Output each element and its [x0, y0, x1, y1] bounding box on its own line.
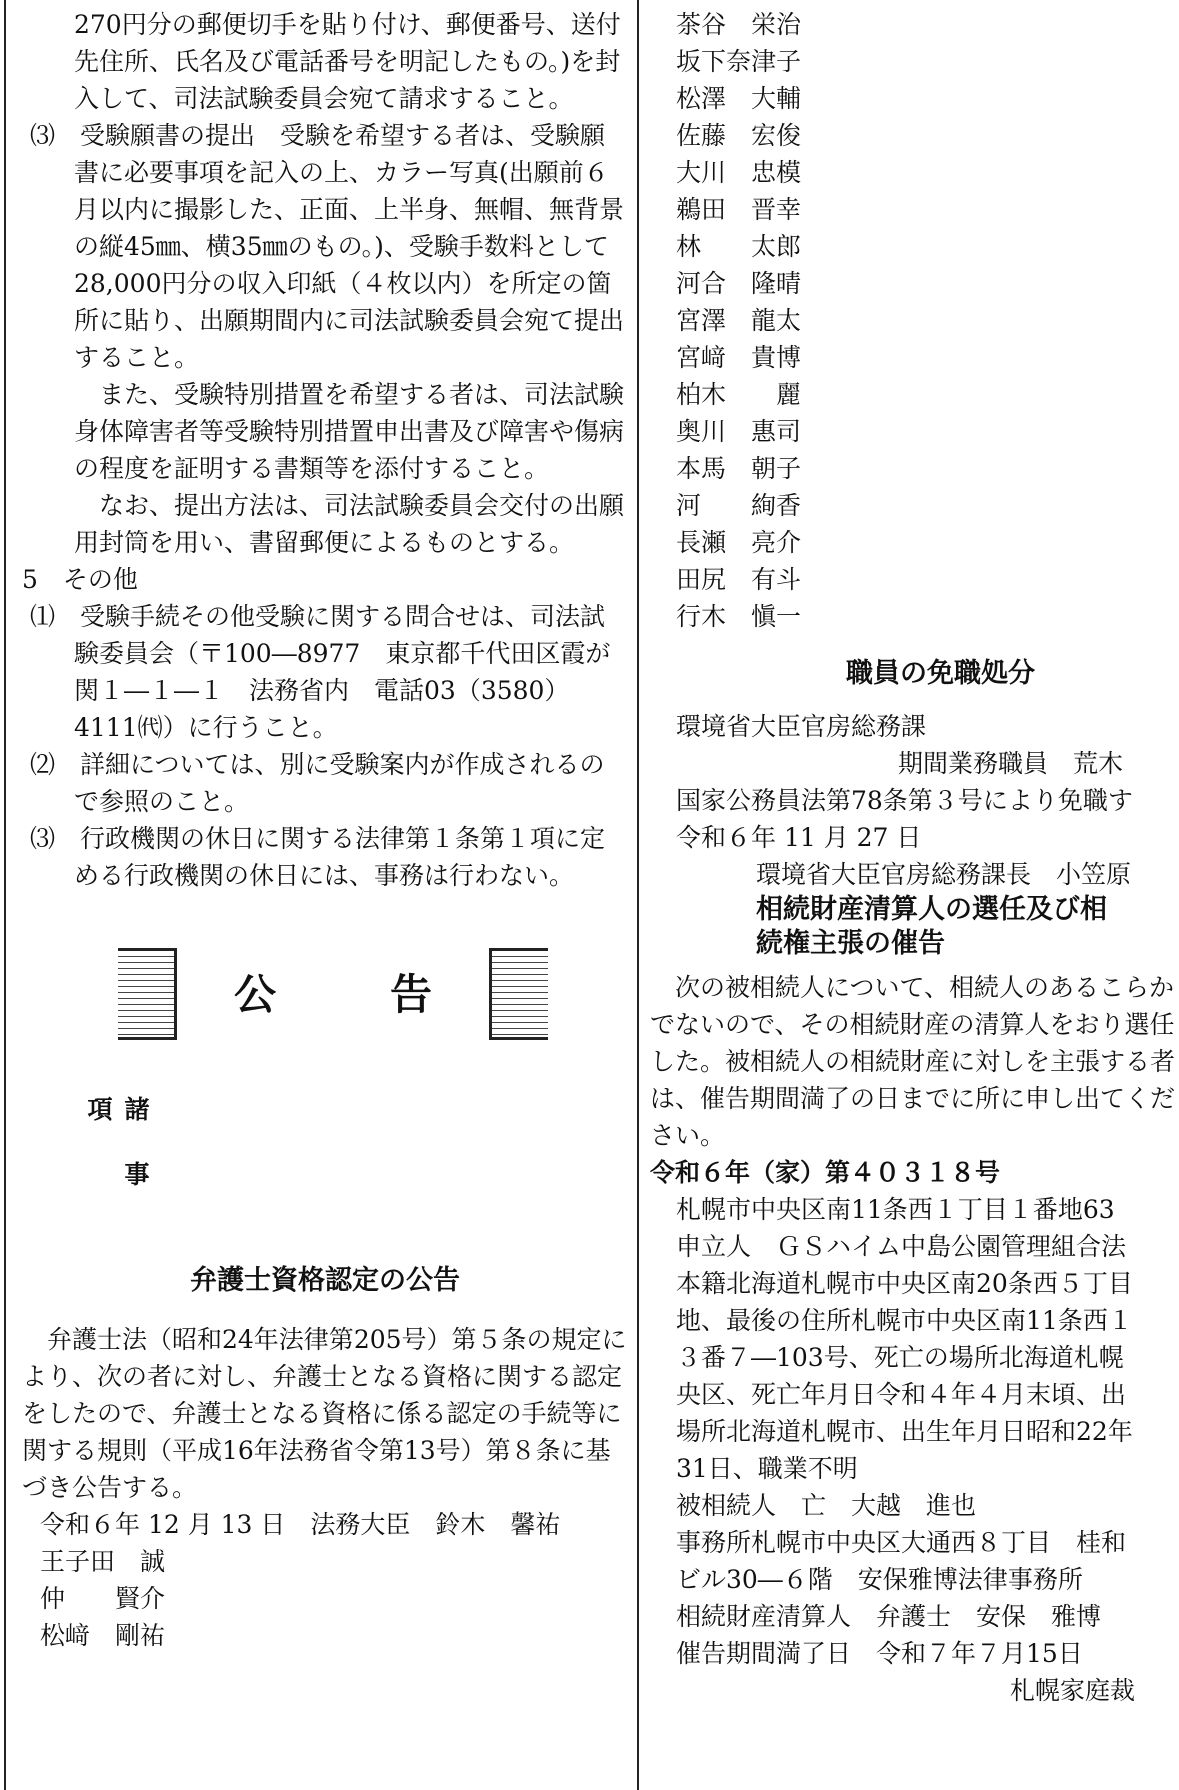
name-entry: 奥川 惠司: [676, 417, 802, 446]
dismissal-title: 職員の免職処分: [846, 658, 1035, 689]
other-details: ⑵ 詳細については、別に受験案内が作成されるので参照のこと。: [30, 750, 605, 816]
name-entry: 林 太郎: [676, 232, 802, 261]
name-entry: 行木 愼一: [676, 602, 802, 631]
name-entry: 宮澤 龍太: [676, 306, 802, 335]
instruction-submission-method: なお、提出方法は、司法試験委員会交付の出願用封筒を用い、書留郵便によるものとする。: [74, 491, 625, 557]
lawyer-notice-body: 弁護士法（昭和24年法律第205号）第５条の規定により、次の者に対し、弁護士となる資格に関する認定をしたので、弁護士となる資格に係る認定の手続等に関する規則（平成16年法務省令第13号）第８条に基づき公告する。: [22, 1325, 627, 1502]
estate-title-line1: 相続財産清算人の選任及び相: [756, 894, 1107, 925]
section-other-heading: 5 その他: [22, 565, 138, 594]
banner-char-right: 告: [389, 969, 432, 1019]
right-column: [650, 0, 1179, 1790]
left-column: [22, 0, 628, 1790]
other-inquiries: ⑴ 受験手続その他受験に関する問合せは、司法試験委員会（〒100―8977 東京都千代田区霞が関１―１―１ 法務省内 電話03（3580）4111㈹）に行うこと。: [30, 602, 611, 742]
name-entry: 王子田 誠: [40, 1547, 166, 1576]
estate-line: 31日、職業不明: [676, 1454, 858, 1483]
column-divider: [637, 0, 639, 1790]
name-entry: 長瀬 亮介: [676, 528, 802, 557]
lawyer-notice: [22, 1262, 628, 1654]
instruction-continued: 270円分の郵便切手を貼り付け、郵便番号、送付先住所、氏名及び電話番号を明記したもの。)を封入して、司法試験委員会宛て請求すること。: [74, 10, 621, 113]
banner-char-left: 公: [233, 969, 276, 1019]
estate-intro: 次の被相続人について、相続人のあるこらかでないので、その相続財産の清算人をおり選任した。被相続人の相続財産に対しを主張する者は、催告期間満了の日までに所に申し出てください。: [650, 973, 1175, 1150]
estate-title-line2: 続権主張の催告: [756, 928, 945, 959]
name-entry: 鵜田 晋幸: [676, 195, 802, 224]
instruction-special-measures: また、受験特別措置を希望する者は、司法試験身体障害者等受験特別措置申出書及び障害や傷病の程度を証明する書類等を添付すること。: [74, 380, 625, 483]
estate-line: 被相続人 亡 大越 進也: [676, 1491, 977, 1520]
estate-notice: [650, 893, 1179, 1709]
name-entry: 松﨑 剛祐: [40, 1621, 166, 1650]
dismissal-employee: 期間業務職員 荒木: [898, 749, 1124, 778]
estate-line: 央区、死亡年月日令和４年４月末頃、出: [676, 1380, 1127, 1409]
name-entry: 大川 忠模: [676, 158, 802, 187]
name-entry: 宮﨑 貴博: [676, 343, 802, 372]
other-holidays: ⑶ 行政機関の休日に関する法律第１条第１項に定める行政機関の休日には、事務は行わない。: [30, 824, 606, 890]
dismissal-department: 環境省大臣官房総務課: [676, 712, 927, 741]
lawyer-notice-title: 弁護士資格認定の公告: [190, 1265, 460, 1296]
dismissal-authority: 環境省大臣官房総務課長 小笠原: [756, 860, 1132, 889]
estate-court: 札幌家庭裁: [1010, 1676, 1136, 1705]
estate-line: 本籍北海道札幌市中央区南20条西５丁目: [676, 1269, 1133, 1298]
name-entry: 佐藤 宏俊: [676, 121, 802, 150]
name-entry: 松澤 大輔: [676, 84, 802, 113]
exam-instructions: [22, 6, 628, 894]
dismissal-notice: [650, 655, 1179, 893]
name-entry: 坂下奈津子: [676, 47, 802, 76]
estate-line: 札幌市中央区南11条西１丁目１番地63: [676, 1195, 1115, 1224]
instruction-application: ⑶ 受験願書の提出 受験を希望する者は、受験願書に必要事項を記入の上、カラー写真(出願前６月以内に撮影した、正面、上半身、無帽、無背景の縦45㎜、横35㎜のもの。)、受験手数料として28,000円分の収入印紙（４枚以内）を所定の箇所に貼り、出願期間内に司法試験委員会宛て提出すること。: [30, 121, 625, 372]
name-entry: 田尻 有斗: [676, 565, 802, 594]
dismissal-date: 令和６年 11 月 27 日: [676, 823, 922, 852]
name-entry: 柏木 麗: [676, 380, 802, 409]
name-entry: 本馬 朝子: [676, 454, 802, 483]
estate-line: ビル30―６階 安保雅博法律事務所: [676, 1565, 1083, 1594]
lawyer-name-list: [650, 6, 1179, 635]
estate-line: 申立人 ＧＳハイム中島公園管理組合法: [676, 1232, 1127, 1261]
section-label-vertical: 諸事項: [84, 1096, 150, 1226]
name-entry: 仲 賢介: [40, 1584, 166, 1613]
estate-line: 事務所札幌市中央区大通西８丁目 桂和: [676, 1528, 1127, 1557]
kokoku-banner: [118, 948, 548, 1040]
name-entry: 河 絢香: [676, 491, 802, 520]
estate-line: 地、最後の住所札幌市中央区南11条西１: [676, 1306, 1133, 1335]
name-entry: 茶谷 栄治: [676, 10, 802, 39]
left-margin-rule: [4, 0, 6, 1790]
estate-line: 相続財産清算人 弁護士 安保 雅博: [676, 1602, 1102, 1631]
lawyer-notice-date: 令和６年 12 月 13 日 法務大臣 鈴木 馨祐: [40, 1510, 561, 1539]
estate-line: 場所北海道札幌市、出生年月日昭和22年: [676, 1417, 1133, 1446]
name-entry: 河合 隆晴: [676, 269, 802, 298]
estate-line: ３番７―103号、死亡の場所北海道札幌: [676, 1343, 1124, 1372]
estate-line: 催告期間満了日 令和７年７月15日: [676, 1639, 1083, 1668]
dismissal-basis: 国家公務員法第78条第３号により免職す: [676, 786, 1133, 815]
estate-case-number: 令和６年（家）第４０３１８号: [650, 1158, 1001, 1187]
